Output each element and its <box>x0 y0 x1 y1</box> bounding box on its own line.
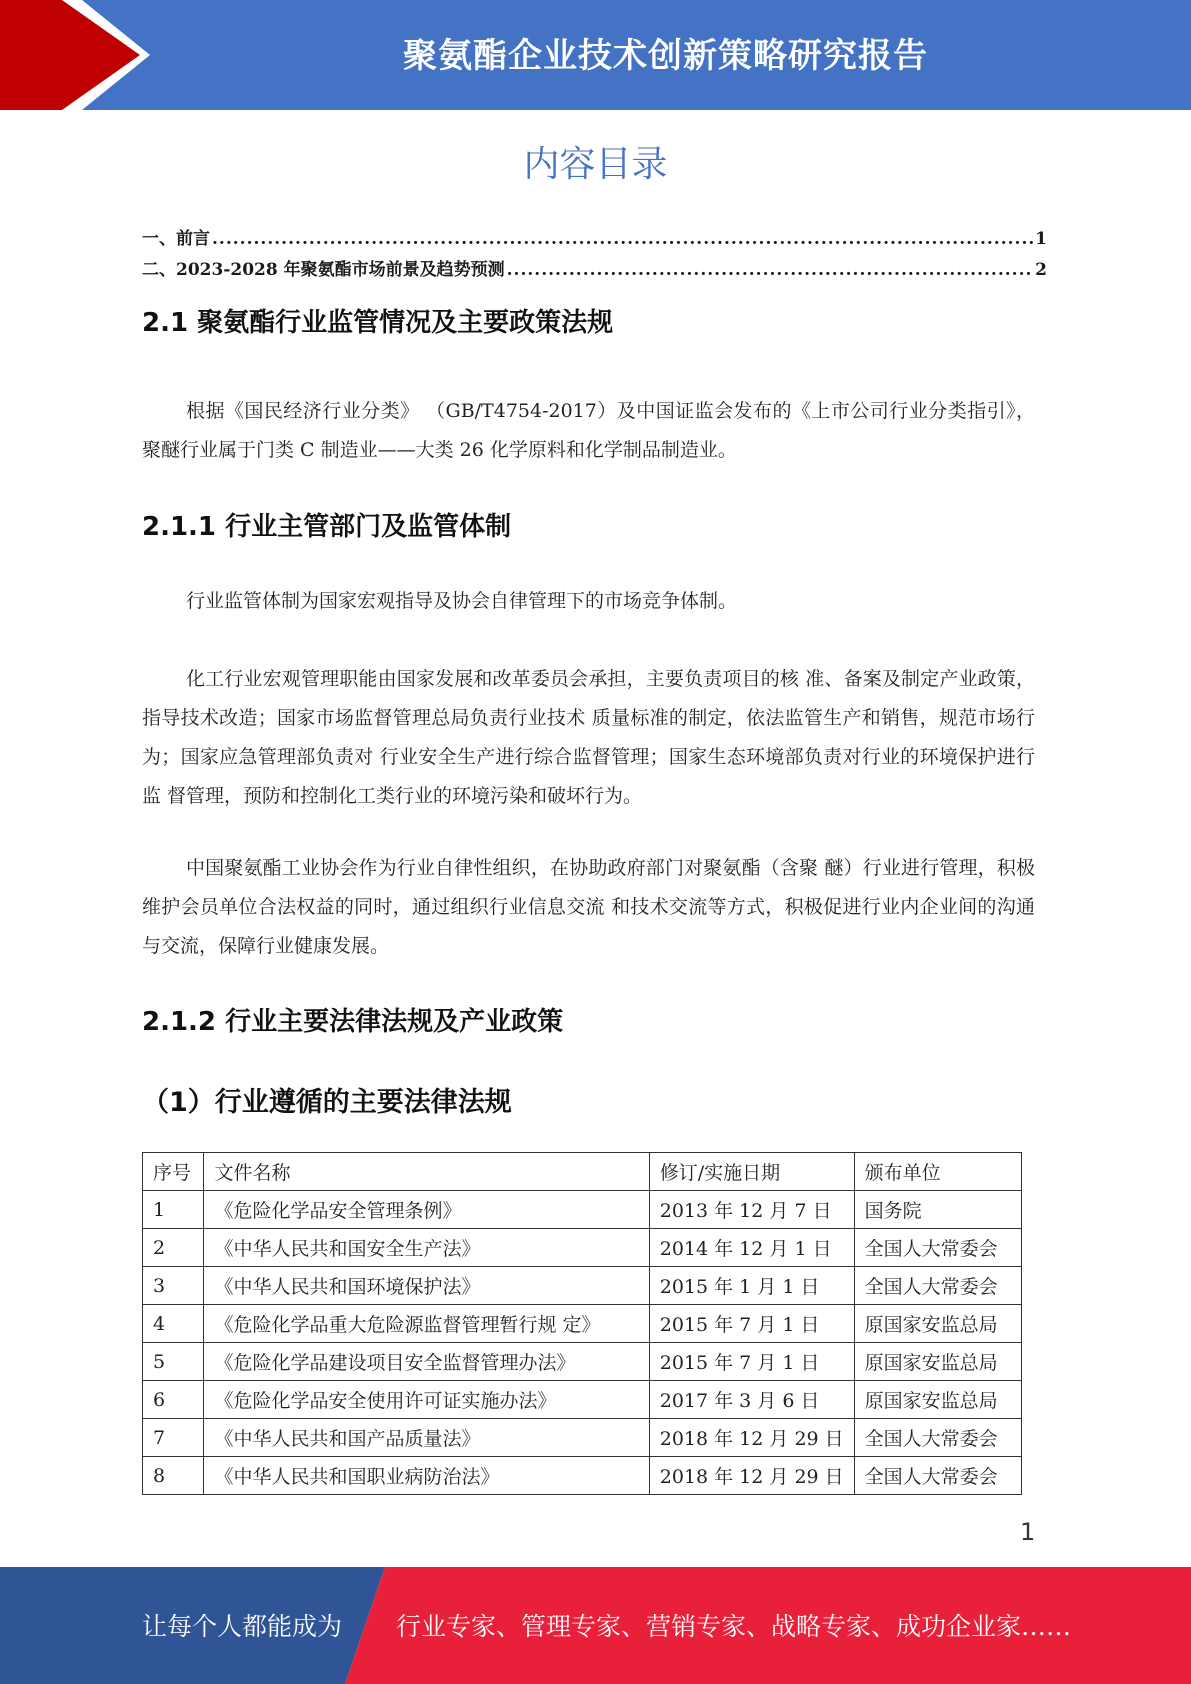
laws-table <box>142 1152 1022 1495</box>
section-heading-2-1: 2.1 聚氨酯行业监管情况及主要政策法规 <box>142 308 614 338</box>
cell-issuer: 全国人大常委会 <box>854 1419 1021 1457</box>
header-cell-date: 修订/实施日期 <box>649 1153 854 1191</box>
subsection-heading-laws: （1）行业遵循的主要法律法规 <box>142 1087 512 1118</box>
report-title: 聚氨酯企业技术创新策略研究报告 <box>403 36 928 76</box>
cell-date: 2017 年 3 月 6 日 <box>649 1381 854 1419</box>
cell-date: 2013 年 12 月 7 日 <box>649 1191 854 1229</box>
paragraph-industry-classification: 根据《国民经济行业分类》 （GB/T4754-2017）及中国证监会发布的《上市公司行业分类指引》，聚醚行业属于门类 C 制造业——大类 26 化学原料和化学制品制造业。 <box>142 400 1035 461</box>
cell-issuer: 原国家安监总局 <box>854 1381 1021 1419</box>
table-row <box>143 1419 1022 1457</box>
paragraph-regulatory-system: 行业监管体制为国家宏观指导及协会自律管理下的市场竞争体制。 <box>186 590 738 612</box>
cell-date: 2015 年 7 月 1 日 <box>649 1343 854 1381</box>
cell-issuer: 原国家安监总局 <box>854 1343 1021 1381</box>
cell-issuer: 全国人大常委会 <box>854 1457 1021 1495</box>
cell-document-name: 《中华人民共和国环境保护法》 <box>204 1267 649 1305</box>
footer-slogan-right: 行业专家、管理专家、营销专家、战略专家、成功企业家…… <box>396 1612 1072 1641</box>
cell-index: 8 <box>143 1457 204 1495</box>
page-number: 1 <box>1020 1518 1036 1546</box>
header-cell-issuer: 颁布单位 <box>854 1153 1021 1191</box>
table-header-row <box>143 1153 1022 1191</box>
table-row <box>143 1229 1022 1267</box>
cell-issuer: 全国人大常委会 <box>854 1267 1021 1305</box>
cell-date: 2014 年 12 月 1 日 <box>649 1229 854 1267</box>
toc-title: 内容目录 <box>523 144 668 185</box>
table-of-contents <box>142 224 1047 286</box>
toc-entry-market-forecast[interactable] <box>142 255 1047 286</box>
toc-entry-preface[interactable] <box>142 224 1047 255</box>
header-cell-index: 序号 <box>143 1153 204 1191</box>
table-row <box>143 1267 1022 1305</box>
cell-document-name: 《危险化学品安全管理条例》 <box>204 1191 649 1229</box>
cell-index: 4 <box>143 1305 204 1343</box>
footer-slogan-left: 让每个人都能成为 <box>142 1612 343 1641</box>
cell-index: 2 <box>143 1229 204 1267</box>
toc-entry-label: 二、2023-2028 年聚氨酯市场前景及趋势预测 <box>142 260 505 280</box>
cell-document-name: 《危险化学品建设项目安全监督管理办法》 <box>204 1343 649 1381</box>
section-heading-2-1-1: 2.1.1 行业主管部门及监管体制 <box>142 512 512 542</box>
header-cell-document-name: 文件名称 <box>204 1153 649 1191</box>
table-row <box>143 1381 1022 1419</box>
section-heading-2-1-2: 2.1.2 行业主要法律法规及产业政策 <box>142 1007 564 1037</box>
cell-issuer: 全国人大常委会 <box>854 1229 1021 1267</box>
paragraph-industry-association: 中国聚氨酯工业协会作为行业自律性组织，在协助政府部门对聚氨酯（含聚 醚）行业进行管理，积极维护会员单位合法权益的同时，通过组织行业信息交流 和技术交流等方式，积极促进行业内企业间的沟通与交流，保障行业健康发展。 <box>142 857 1035 957</box>
toc-entry-page: 2 <box>1035 260 1047 280</box>
page-footer <box>0 1567 1191 1684</box>
toc-entry-label: 一、前言 <box>142 229 210 249</box>
cell-date: 2015 年 1 月 1 日 <box>649 1267 854 1305</box>
cell-index: 3 <box>143 1267 204 1305</box>
cell-index: 6 <box>143 1381 204 1419</box>
table-row <box>143 1191 1022 1229</box>
cell-date: 2018 年 12 月 29 日 <box>649 1419 854 1457</box>
paragraph-macro-management: 化工行业宏观管理职能由国家发展和改革委员会承担，主要负责项目的核 准、备案及制定产业政策，指导技术改造；国家市场监督管理总局负责行业技术 质量标准的制定，依法监管生产和销售，规范市场行为；国家应急管理部负责对 行业安全生产进行综合监督管理；国家生态环境部负责对行业的环境保护进行监 督管理，预防和控制化工类行业的环境污染和破坏行为。 <box>142 668 1035 807</box>
toc-entry-page: 1 <box>1035 229 1047 249</box>
cell-document-name: 《中华人民共和国安全生产法》 <box>204 1229 649 1267</box>
table-row <box>143 1305 1022 1343</box>
cell-index: 7 <box>143 1419 204 1457</box>
cell-issuer: 原国家安监总局 <box>854 1305 1021 1343</box>
cell-document-name: 《危险化学品重大危险源监督管理暂行规 定》 <box>204 1305 649 1343</box>
cell-document-name: 《危险化学品安全使用许可证实施办法》 <box>204 1381 649 1419</box>
cell-document-name: 《中华人民共和国职业病防治法》 <box>204 1457 649 1495</box>
cell-date: 2018 年 12 月 29 日 <box>649 1457 854 1495</box>
cell-issuer: 国务院 <box>854 1191 1021 1229</box>
cell-document-name: 《中华人民共和国产品质量法》 <box>204 1419 649 1457</box>
toc-leader-dots <box>507 255 1034 286</box>
table-row <box>143 1343 1022 1381</box>
cell-index: 1 <box>143 1191 204 1229</box>
cell-date: 2015 年 7 月 1 日 <box>649 1305 854 1343</box>
report-header <box>0 0 1191 110</box>
table-row <box>143 1457 1022 1495</box>
cell-index: 5 <box>143 1343 204 1381</box>
toc-leader-dots <box>212 224 1033 255</box>
